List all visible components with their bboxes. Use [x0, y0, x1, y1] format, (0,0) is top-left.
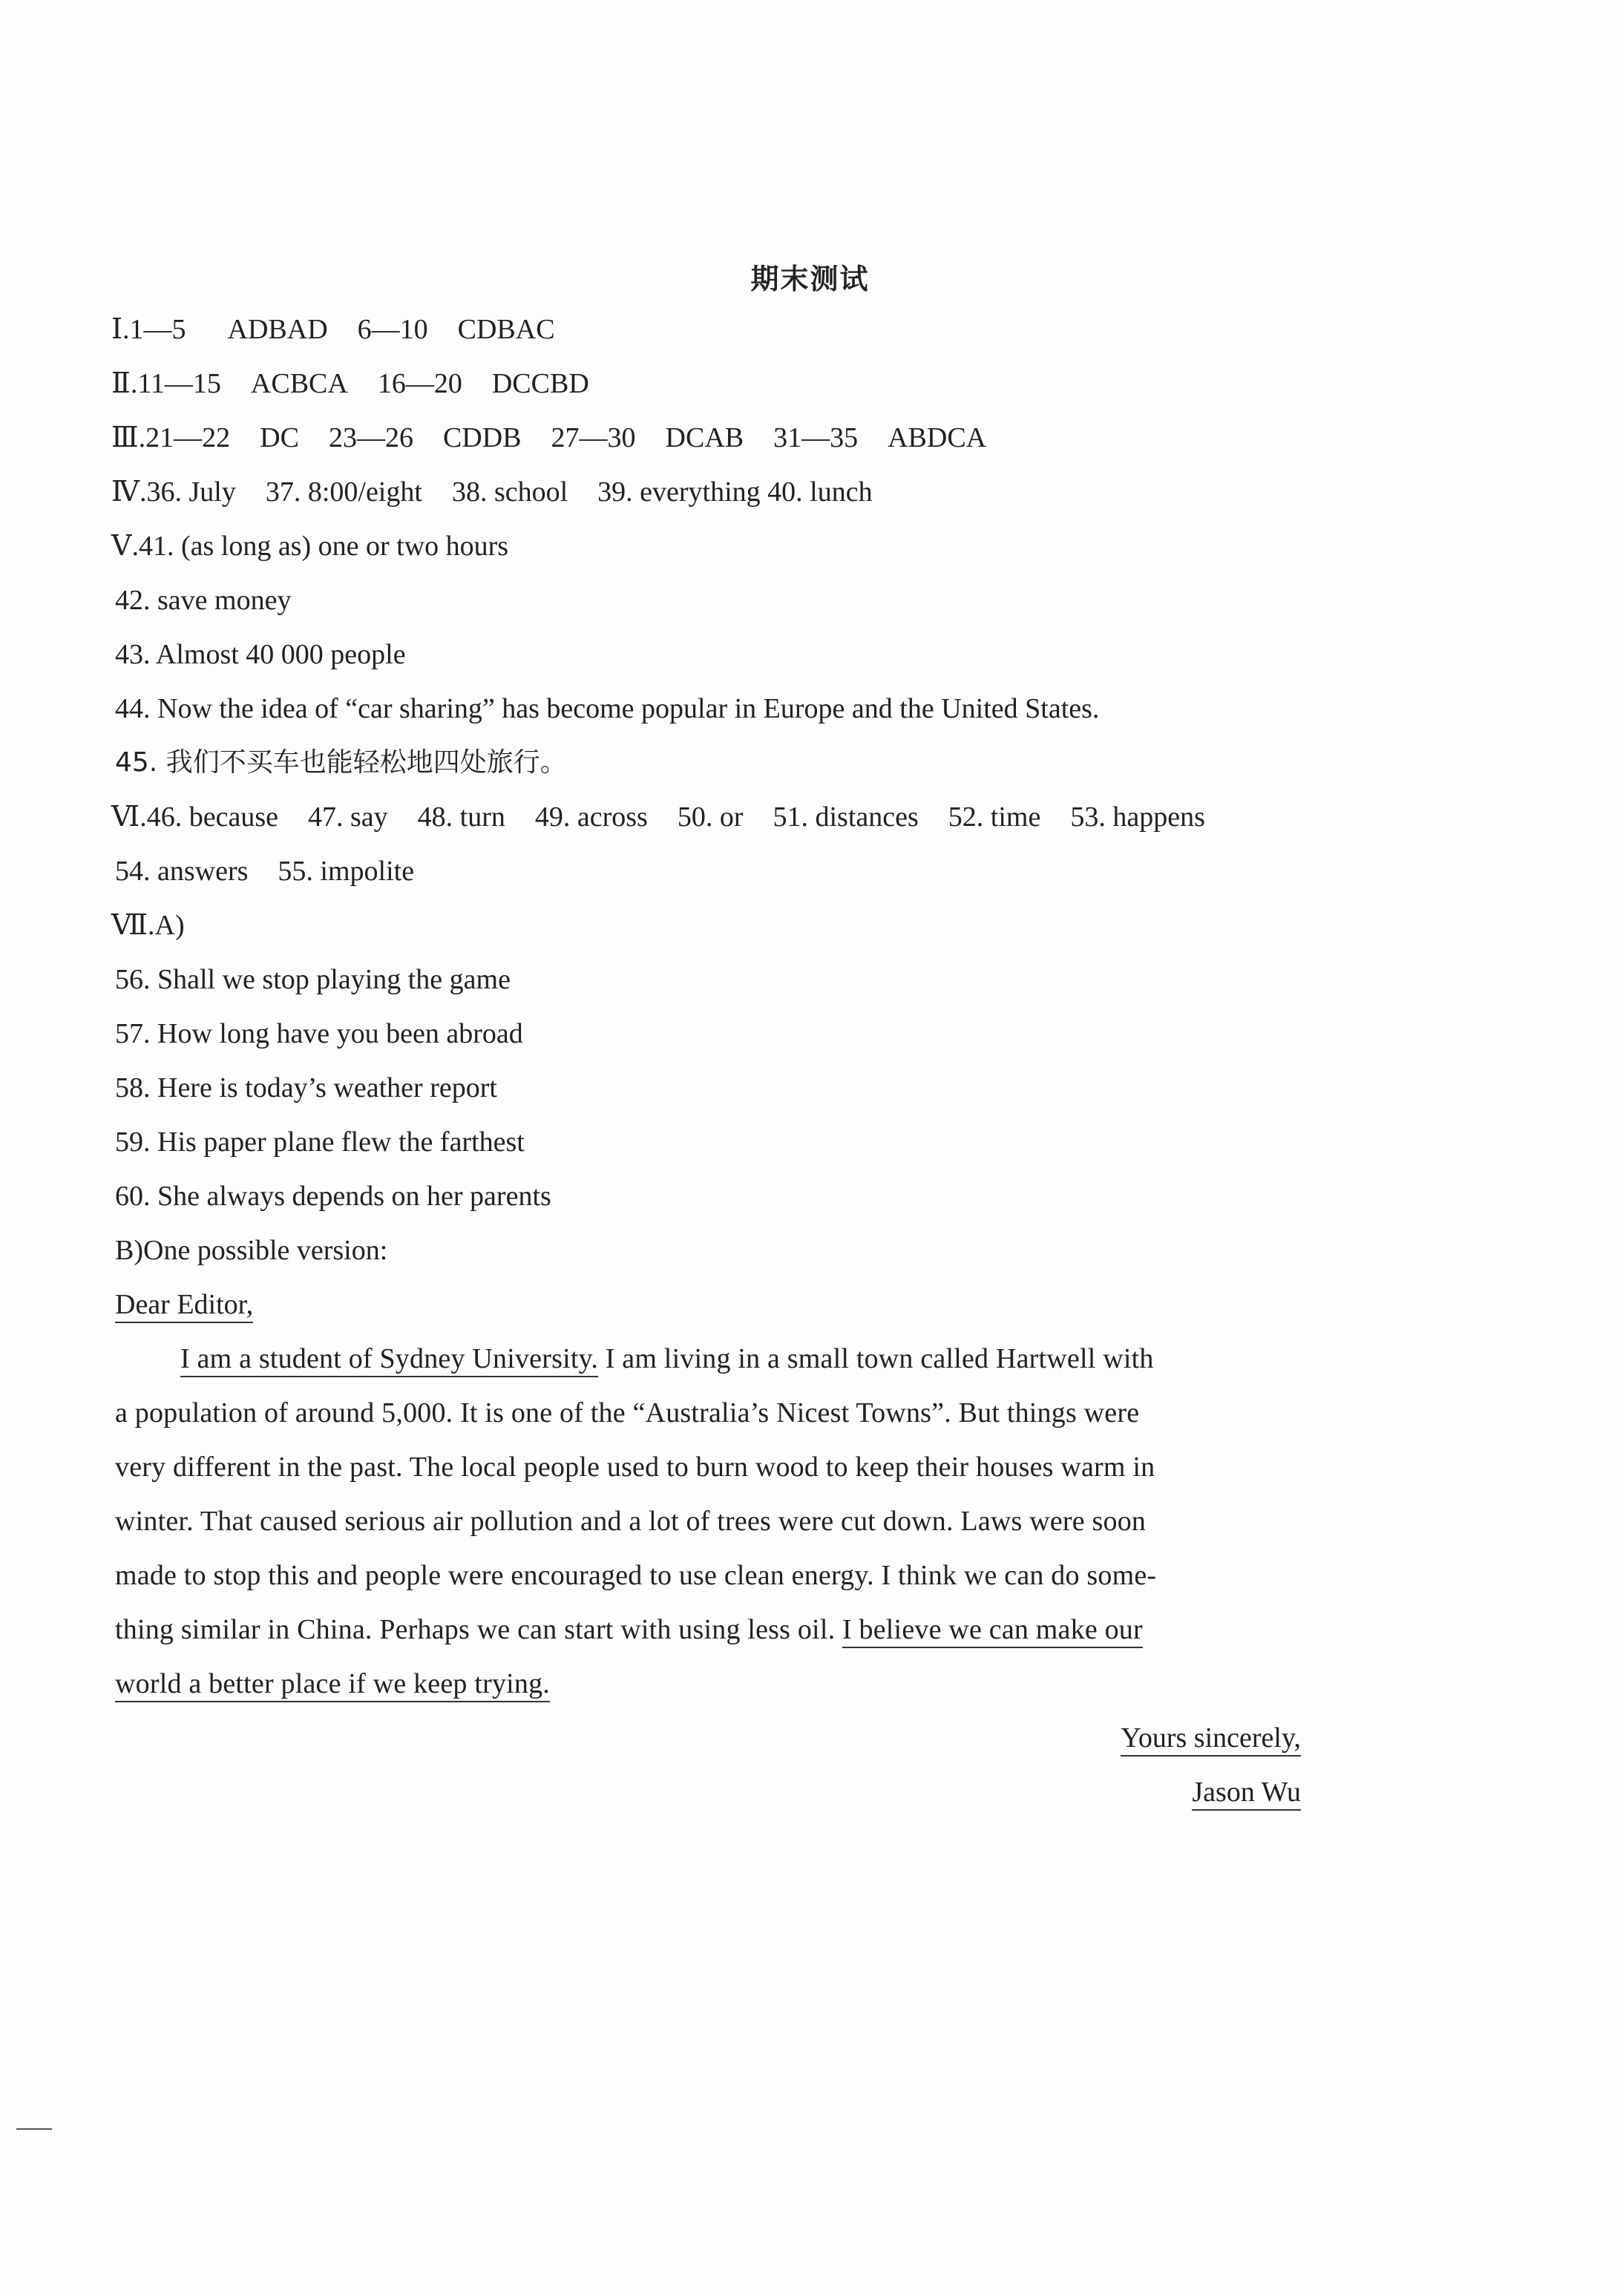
- answer-item: 37. 8:00/eight: [265, 476, 422, 508]
- section-3-numeral: Ⅲ.: [111, 422, 146, 453]
- part-a-label: A): [154, 910, 185, 941]
- margin-mark: [16, 2128, 52, 2130]
- answer-item: 52. time: [948, 801, 1041, 833]
- answer-item: 54. answers: [115, 856, 249, 887]
- answer-item-chinese: 45. 我们不买车也能轻松地四处旅行。: [115, 747, 567, 778]
- answer-range: 21—22: [145, 422, 231, 453]
- answer-item: 41. (as long as) one or two hours: [138, 531, 509, 562]
- letter-text: thing similar in China. Perhaps we can start with using less oil.: [115, 1614, 842, 1645]
- section-4-numeral: Ⅳ.: [111, 476, 147, 508]
- section-5: [111, 528, 508, 564]
- letter-signature: [1192, 1774, 1301, 1810]
- answer-item: 36. July: [146, 476, 236, 508]
- letter-closing: [1121, 1720, 1301, 1756]
- letter-text: I am living in a small town called Hartwell with: [598, 1343, 1154, 1374]
- section-3: [111, 420, 986, 456]
- answer-item: 44. Now the idea of “car sharing” has become popular in Europe and the United States.: [115, 693, 1100, 724]
- answer-keys: ADBAD: [227, 314, 328, 345]
- answer-keys: DC: [260, 422, 299, 453]
- answer-range: 16—20: [377, 368, 462, 399]
- letter-line: winter. That caused serious air pollution and a lot of trees were cut down. Laws were soon: [115, 1506, 1147, 1537]
- answer-keys: DCCBD: [491, 368, 589, 399]
- section-4: [111, 474, 873, 510]
- section-6: [111, 799, 1205, 835]
- answer-item: 60. She always depends on her parents: [115, 1181, 551, 1212]
- answer-item: 55. impolite: [278, 856, 415, 887]
- underlined-sentence: I am a student of Sydney University.: [180, 1343, 598, 1377]
- letter-line: [180, 1341, 1154, 1377]
- answer-item: 57. How long have you been abroad: [115, 1018, 523, 1049]
- answer-item: 48. turn: [417, 801, 505, 833]
- answer-item: 59. His paper plane flew the farthest: [115, 1126, 525, 1158]
- answer-item: 43. Almost 40 000 people: [115, 639, 406, 670]
- letter-line: [115, 1666, 550, 1702]
- letter-line: made to stop this and people were encouraged to use clean energy. I think we can do some-: [115, 1560, 1157, 1591]
- answer-range: 11—15: [137, 368, 221, 399]
- section-5-numeral: Ⅴ.: [111, 531, 139, 562]
- section-2: [111, 366, 589, 401]
- letter-line: a population of around 5,000. It is one of the “Australia’s Nicest Towns”. But things were: [115, 1397, 1140, 1429]
- answer-keys: CDDB: [442, 422, 522, 453]
- answer-item: 51. distances: [773, 801, 919, 833]
- answer-keys: ABDCA: [888, 422, 987, 453]
- underlined-sentence: world a better place if we keep trying.: [115, 1668, 550, 1702]
- section-7-numeral: Ⅶ.: [111, 910, 155, 941]
- answer-item: 47. say: [308, 801, 388, 833]
- section-1: [111, 312, 555, 347]
- part-b-label: B)One possible version:: [115, 1235, 388, 1266]
- section-6-numeral: Ⅵ.: [111, 801, 147, 833]
- answer-item: 58. Here is today’s weather report: [115, 1072, 497, 1103]
- answer-range: 27—30: [551, 422, 636, 453]
- underlined-sentence: I believe we can make our: [842, 1614, 1143, 1648]
- closing-text: Yours sincerely,: [1121, 1722, 1301, 1757]
- letter-line: [115, 1612, 1143, 1647]
- answer-item: 38. school: [451, 476, 568, 508]
- answer-item: 50. or: [677, 801, 744, 833]
- letter-line: very different in the past. The local people used to burn wood to keep their houses warm in: [115, 1452, 1155, 1483]
- section-7: [111, 908, 185, 943]
- answer-keys: CDBAC: [457, 314, 555, 345]
- page-title: 期末测试: [750, 263, 870, 295]
- answer-range: 6—10: [357, 314, 428, 345]
- answer-item: 56. Shall we stop playing the game: [115, 964, 511, 995]
- section-1-numeral: Ⅰ.: [111, 314, 130, 345]
- signature-name: Jason Wu: [1192, 1777, 1301, 1811]
- section-2-numeral: Ⅱ.: [111, 368, 138, 399]
- section-6-line-2: [115, 853, 414, 889]
- answer-range: 23—26: [328, 422, 413, 453]
- answer-item: 53. happens: [1070, 801, 1205, 833]
- answer-item: 46. because: [146, 801, 278, 833]
- answer-range: 31—35: [773, 422, 859, 453]
- answer-keys: ACBCA: [250, 368, 348, 399]
- answer-item: 49. across: [534, 801, 648, 833]
- answer-keys: DCAB: [665, 422, 744, 453]
- answer-range: 1—5: [129, 314, 186, 345]
- answer-item: 42. save money: [115, 585, 292, 616]
- letter-greeting: [115, 1287, 253, 1322]
- greeting-text: Dear Editor,: [115, 1289, 253, 1323]
- answer-item: 39. everything 40. lunch: [597, 476, 873, 508]
